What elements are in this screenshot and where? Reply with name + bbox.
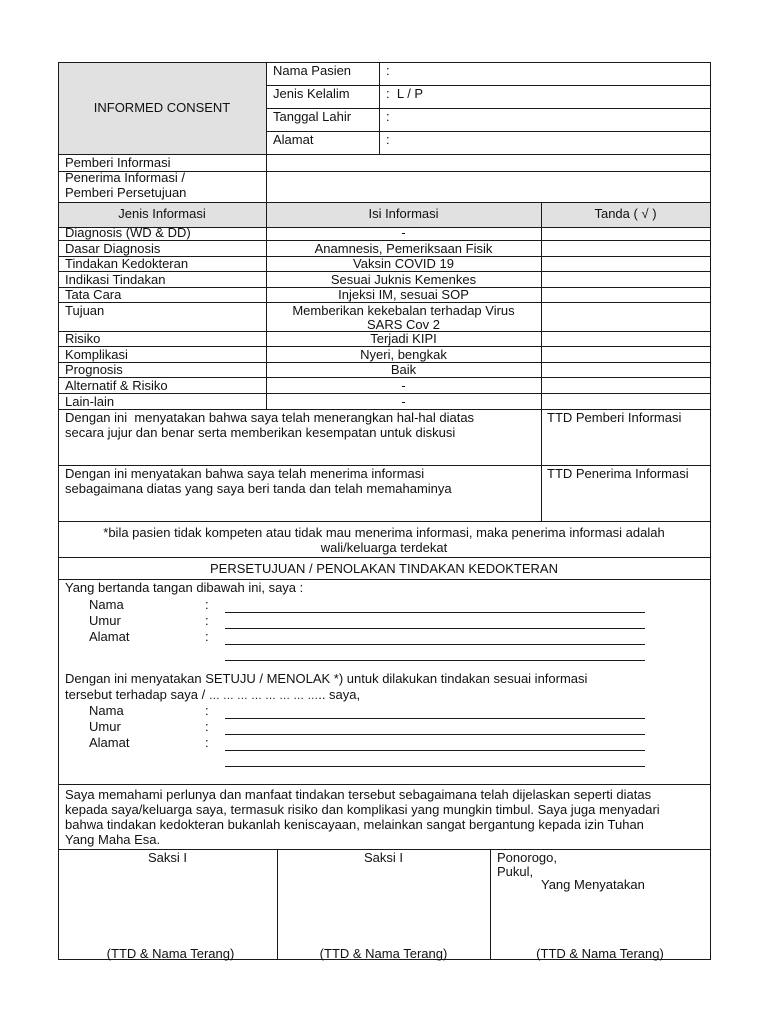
saksi-1-ttd: (TTD & Nama Terang) <box>106 946 235 961</box>
column-header-tanda: Tanda ( √ ) <box>594 206 657 221</box>
pemberi-persetujuan-label: Pemberi Persetujuan <box>65 185 187 200</box>
pemberi-informasi-label: Pemberi Informasi <box>65 155 171 170</box>
person-alamat-line2[interactable] <box>225 660 645 661</box>
row-isi: Memberikan kekebalan terhadap Virus <box>292 303 515 318</box>
declaration-penerima-line2: sebagaimana diatas yang saya beri tanda dan telah memahaminya <box>65 481 452 496</box>
row-isi: - <box>401 394 406 409</box>
statement-line2: kepada saya/keluarga saya, termasuk risiko dan komplikasi yang mungkin timbul. Saya juga menyadari <box>65 802 660 817</box>
target-alamat-line[interactable] <box>225 750 645 751</box>
row-jenis: Tindakan Kedokteran <box>65 256 189 271</box>
row-isi: Terjadi KIPI <box>370 331 437 346</box>
field-value-jenis-kelamin: : L / P <box>386 86 424 101</box>
row-jenis: Dasar Diagnosis <box>65 241 161 256</box>
target-umur-line[interactable] <box>225 734 645 735</box>
statement-line1: Saya memahami perlunya dan manfaat tindakan tersebut sebagaimana telah dijelaskan seperti diatas <box>65 787 652 802</box>
section-title: PERSETUJUAN / PENOLAKAN TINDAKAN KEDOKTERAN <box>210 561 558 576</box>
consent-statement-line2 <box>65 687 360 704</box>
field-value-alamat: : <box>386 132 390 147</box>
row-jenis: Prognosis <box>65 362 123 377</box>
field-label-nama-pasien: Nama Pasien <box>273 63 352 78</box>
target-nama-label: Nama <box>89 703 124 718</box>
note-line1: *bila pasien tidak kompeten atau tidak mau menerima informasi, maka penerima informasi adalah <box>103 525 665 540</box>
person-alamat-colon: : <box>205 629 209 644</box>
row-jenis: Alternatif & Risiko <box>65 378 168 393</box>
target-umur-colon: : <box>205 719 209 734</box>
declaration-pemberi-line1: Dengan ini menyatakan bahwa saya telah menerangkan hal-hal diatas <box>65 410 475 425</box>
row-isi: Injeksi IM, sesuai SOP <box>338 287 469 302</box>
note-line2: wali/keluarga terdekat <box>320 540 448 555</box>
declarer-ttd: (TTD & Nama Terang) <box>536 946 664 961</box>
row-isi: - <box>401 225 406 240</box>
person-nama-line[interactable] <box>225 612 645 613</box>
person-nama-colon: : <box>205 597 209 612</box>
person-alamat-label: Alamat <box>89 629 130 644</box>
form-title: INFORMED CONSENT <box>93 100 231 115</box>
penerima-informasi-label: Penerima Informasi / <box>65 170 185 185</box>
row-jenis: Tata Cara <box>65 287 122 302</box>
declarer-label: Yang Menyatakan <box>541 877 645 892</box>
row-jenis: Risiko <box>65 331 101 346</box>
consent-intro: Yang bertanda tangan dibawah ini, saya : <box>65 580 304 595</box>
column-header-jenis: Jenis Informasi <box>118 206 206 221</box>
row-isi-line2: SARS Cov 2 <box>367 317 440 332</box>
saksi-2-label: Saksi I <box>363 850 403 865</box>
declaration-penerima-line1: Dengan ini menyatakan bahwa saya telah menerima informasi <box>65 466 425 481</box>
statement-line3: bahwa tindakan kedokteran bukanlah keniscayaan, melainkan sangat bergantung kepada izin Tuhan <box>65 817 644 832</box>
row-jenis: Lain-lain <box>65 394 115 409</box>
declaration-pemberi-line2: secara jujur dan benar serta memberikan kesempatan untuk diskusi <box>65 425 456 440</box>
field-value-tanggal-lahir: : <box>386 109 390 124</box>
saksi-1-label: Saksi I <box>147 850 187 865</box>
consent-line2-dots: … … … … … … … … <box>208 690 319 702</box>
target-umur-label: Umur <box>89 719 121 734</box>
person-umur-colon: : <box>205 613 209 628</box>
target-alamat-line2[interactable] <box>225 766 645 767</box>
saksi-2-ttd: (TTD & Nama Terang) <box>319 946 448 961</box>
row-jenis: Tujuan <box>65 303 105 318</box>
row-jenis: Komplikasi <box>65 347 128 362</box>
row-isi: Nyeri, bengkak <box>360 347 447 362</box>
ttd-pemberi-label: TTD Pemberi Informasi <box>547 410 682 425</box>
field-value-nama-pasien: : <box>386 63 390 78</box>
time-label: Pukul, <box>497 864 534 879</box>
consent-line2-suffix: .. saya, <box>318 687 361 702</box>
row-isi: Anamnesis, Pemeriksaan Fisik <box>314 241 493 256</box>
row-isi: - <box>401 378 406 393</box>
place-label: Ponorogo, <box>497 850 557 865</box>
field-label-jenis-kelamin: Jenis Kelalim <box>273 86 350 101</box>
target-alamat-colon: : <box>205 735 209 750</box>
row-isi: Vaksin COVID 19 <box>353 256 454 271</box>
column-header-isi: Isi Informasi <box>368 206 439 221</box>
person-alamat-line[interactable] <box>225 644 645 645</box>
row-isi: Sesuai Juknis Kemenkes <box>330 272 477 287</box>
statement-line4: Yang Maha Esa. <box>65 832 161 847</box>
person-umur-line[interactable] <box>225 628 645 629</box>
target-alamat-label: Alamat <box>89 735 130 750</box>
person-nama-label: Nama <box>89 597 124 612</box>
consent-statement-line1: Dengan ini menyatakan SETUJU / MENOLAK *) untuk dilakukan tindakan sesuai informasi <box>65 671 588 686</box>
field-label-tanggal-lahir: Tanggal Lahir <box>273 109 352 124</box>
row-isi: Baik <box>390 362 417 377</box>
person-umur-label: Umur <box>89 613 121 628</box>
field-label-alamat: Alamat <box>273 132 314 147</box>
consent-line2-prefix: tersebut terhadap saya / <box>65 687 209 702</box>
target-nama-line[interactable] <box>225 718 645 719</box>
ttd-penerima-label: TTD Penerima Informasi <box>547 466 689 481</box>
row-jenis: Diagnosis (WD & DD) <box>65 225 191 240</box>
row-jenis: Indikasi Tindakan <box>65 272 166 287</box>
target-nama-colon: : <box>205 703 209 718</box>
